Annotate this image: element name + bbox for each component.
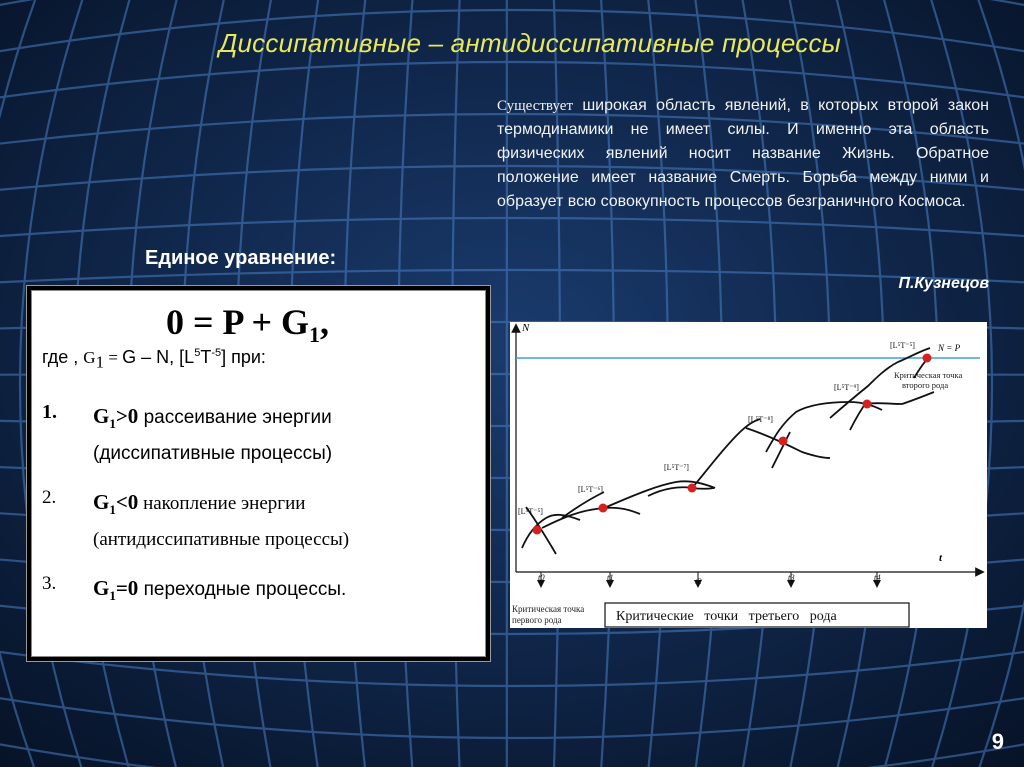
equation-box-frame (26, 285, 491, 662)
condition-g (93, 490, 139, 518)
critical-third-label: Критические точки третьего рода (616, 609, 837, 624)
critical-point (863, 400, 872, 409)
condition-operator: <0 (115, 490, 139, 514)
quote-lead-word: Существует (497, 98, 574, 114)
critical-first-label: первого рода (512, 615, 562, 625)
time-tick-label: t1 (607, 572, 614, 582)
critical-point (688, 484, 697, 493)
dimension-label: [L⁵T⁻⁹] (834, 383, 859, 392)
condition-line-1: переходные процессы. (138, 579, 347, 600)
equation-definition (42, 347, 266, 373)
condition-operator: =0 (115, 576, 139, 600)
equation-heading: Единое уравнение: (145, 247, 337, 269)
condition-line-2: (антидиссипативные процессы) (93, 529, 350, 551)
condition-g (93, 576, 139, 604)
where-rest: G – N, [L (122, 347, 195, 367)
where-tail: ] при: (221, 347, 266, 367)
quote-author: П.Кузнецов (898, 275, 989, 292)
condition-number: 1. (42, 401, 57, 423)
condition-g (93, 404, 139, 432)
where-equals: = (104, 348, 123, 367)
time-tick-marks (541, 572, 877, 584)
critical-points (533, 354, 932, 535)
critical-second-label: Критическая точка (894, 370, 963, 380)
graph-diagram (510, 322, 987, 628)
where-mid: T (200, 347, 212, 367)
dimension-label: [L⁵T⁻⁸] (748, 415, 773, 424)
dimension-label: [L⁵T⁻⁵] (890, 341, 915, 350)
time-tick-label: t2 (695, 576, 702, 586)
dimension-label: [L⁵T⁻⁵] (518, 507, 543, 516)
condition-g-letter: G (93, 490, 110, 514)
curve-segment (648, 487, 714, 496)
dimension-labels (518, 341, 915, 516)
critical-point (779, 437, 788, 446)
quote-body: широкая область явлений, в которых второй закон термодинамики не имеет силы. И именно эта область физических явлений носит название Жизнь. Обратное положение имеет название Смерть. Борьба между ними и образует всю совокупность процессов безграничного Космоса. (497, 97, 989, 210)
curve-segment (562, 492, 604, 518)
critical-point (533, 526, 542, 535)
condition-number: 2. (42, 487, 57, 508)
dimension-label: [L⁵T⁻⁶] (578, 485, 603, 494)
equation-box (31, 290, 486, 657)
where-g: G (83, 348, 96, 367)
where-prefix: где , (42, 347, 84, 367)
condition-g-sub: 1 (109, 502, 116, 518)
time-tick-label: t4 (874, 572, 881, 582)
critical-second-label: второго рода (902, 380, 949, 390)
where-g-sub: 1 (95, 352, 105, 372)
condition-g-sub: 1 (109, 416, 116, 432)
critical-point (599, 504, 608, 513)
where-sup-2: -5 (211, 347, 222, 359)
curve-segment (522, 515, 580, 548)
slide-title: Диссипативные – антидиссипативные процессы (218, 28, 842, 58)
condition-g-letter: G (93, 404, 110, 428)
page-number: 9 (991, 729, 1004, 754)
curve-segment (542, 508, 640, 528)
time-tick-label: t3 (788, 572, 795, 582)
main-equation (166, 301, 329, 348)
condition-line-1: рассеивание энергии (138, 407, 332, 428)
quote-text (497, 94, 989, 214)
curve-segment (746, 428, 830, 458)
level-label: N = P (938, 343, 961, 353)
main-equation-text: 0 = P + G (166, 302, 310, 342)
condition-number: 3. (42, 573, 57, 594)
where-sup-1: 5 (194, 347, 201, 359)
curve-segment (604, 481, 715, 508)
critical-point (923, 354, 932, 363)
main-equation-comma: , (320, 302, 330, 342)
x-axis-label: t (939, 552, 943, 564)
condition-g-letter: G (93, 576, 110, 600)
curve-segment (864, 392, 934, 404)
time-tick-label: t0 (538, 572, 545, 582)
condition-line-1: накопление энергии (138, 493, 306, 514)
critical-first-label: Критическая точка (512, 604, 585, 614)
graph-panel (510, 322, 987, 628)
condition-g-sub: 1 (109, 588, 116, 604)
main-equation-sub: 1 (309, 322, 321, 348)
condition-line-2: (диссипативные процессы) (93, 443, 333, 465)
condition-operator: >0 (115, 404, 139, 428)
y-axis-label: N (522, 322, 530, 334)
growth-curves (522, 348, 934, 554)
dimension-label: [L⁵T⁻⁷] (664, 463, 689, 472)
time-tick-labels (538, 572, 881, 586)
